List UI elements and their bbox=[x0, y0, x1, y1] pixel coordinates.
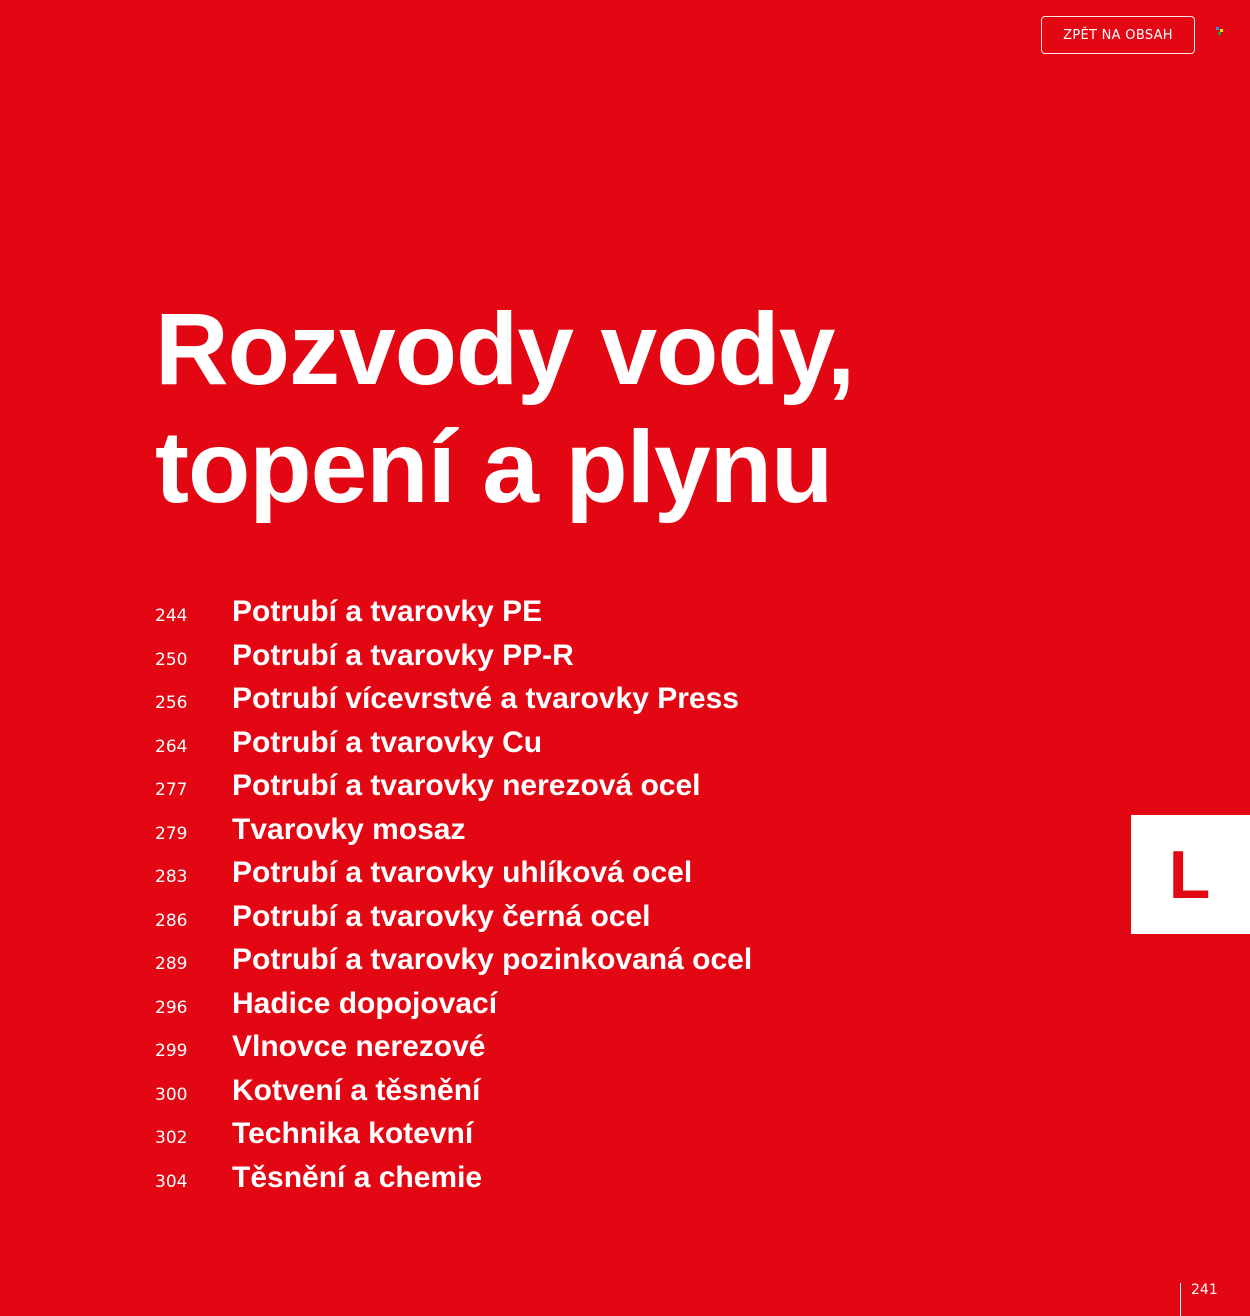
toc-label: Potrubí a tvarovky Cu bbox=[232, 725, 543, 759]
toc-label: Potrubí a tvarovky PE bbox=[232, 595, 543, 628]
toc-item[interactable] bbox=[0, 897, 1100, 941]
toc-item[interactable] bbox=[0, 592, 1100, 636]
toc-item[interactable] bbox=[0, 1027, 1100, 1071]
toc-page-number: 296 bbox=[155, 997, 188, 1018]
toc-page-number: 300 bbox=[155, 1084, 188, 1105]
toc-label: Potrubí vícevrstvé a tvarovky Press bbox=[232, 682, 739, 715]
page-title bbox=[155, 290, 854, 526]
toc-label: Těsnění a chemie bbox=[232, 1160, 483, 1194]
color-marker-icon bbox=[1216, 27, 1225, 35]
toc-page-number: 302 bbox=[155, 1128, 188, 1148]
toc-item[interactable] bbox=[0, 1158, 1100, 1202]
toc-label: Tvarovky mosaz bbox=[232, 812, 466, 846]
toc-item[interactable] bbox=[0, 723, 1100, 767]
toc-item[interactable] bbox=[0, 940, 1100, 984]
toc-page-number: 250 bbox=[155, 649, 188, 670]
toc-label: Vlnovce nerezové bbox=[232, 1030, 486, 1063]
toc-label: Potrubí a tvarovky pozinkovaná ocel bbox=[232, 943, 753, 976]
toc-item[interactable] bbox=[0, 636, 1100, 680]
toc-page-number: 264 bbox=[155, 736, 188, 757]
toc-label: Kotvení a těsnění bbox=[232, 1073, 481, 1107]
toc-page-number: 244 bbox=[155, 606, 188, 626]
toc-label: Hadice dopojovací bbox=[232, 986, 498, 1020]
toc-item[interactable] bbox=[0, 984, 1100, 1028]
toc-item[interactable] bbox=[0, 1071, 1100, 1115]
toc-item[interactable] bbox=[0, 679, 1100, 723]
toc-item[interactable] bbox=[0, 853, 1100, 897]
toc-item[interactable] bbox=[0, 1114, 1100, 1158]
back-to-contents-button[interactable]: ZPĚT NA OBSAH bbox=[1041, 16, 1195, 54]
table-of-contents bbox=[0, 592, 1100, 1201]
toc-page-number: 279 bbox=[155, 823, 188, 844]
toc-page-number: 286 bbox=[155, 910, 188, 931]
title-line-1: Rozvody vody, bbox=[155, 292, 855, 406]
toc-label: Potrubí a tvarovky uhlíková ocel bbox=[232, 856, 693, 889]
toc-label: Potrubí a tvarovky nerezová ocel bbox=[232, 769, 701, 802]
toc-page-number: 299 bbox=[155, 1041, 188, 1061]
page-number-divider bbox=[1180, 1283, 1181, 1316]
toc-page-number: 289 bbox=[155, 954, 188, 974]
section-letter: L bbox=[1168, 836, 1211, 913]
toc-page-number: 304 bbox=[155, 1171, 188, 1192]
toc-item[interactable] bbox=[0, 810, 1100, 854]
toc-label: Potrubí a tvarovky PP-R bbox=[232, 638, 574, 672]
toc-label: Technika kotevní bbox=[232, 1117, 474, 1150]
toc-item[interactable] bbox=[0, 766, 1100, 810]
toc-page-number: 277 bbox=[155, 780, 188, 800]
page-number: 241 bbox=[1191, 1282, 1218, 1298]
toc-page-number: 256 bbox=[155, 693, 188, 713]
toc-label: Potrubí a tvarovky černá ocel bbox=[232, 899, 651, 933]
toc-page-number: 283 bbox=[155, 867, 188, 887]
title-line-2: topení a plynu bbox=[155, 410, 833, 524]
section-tab[interactable] bbox=[1131, 815, 1250, 934]
